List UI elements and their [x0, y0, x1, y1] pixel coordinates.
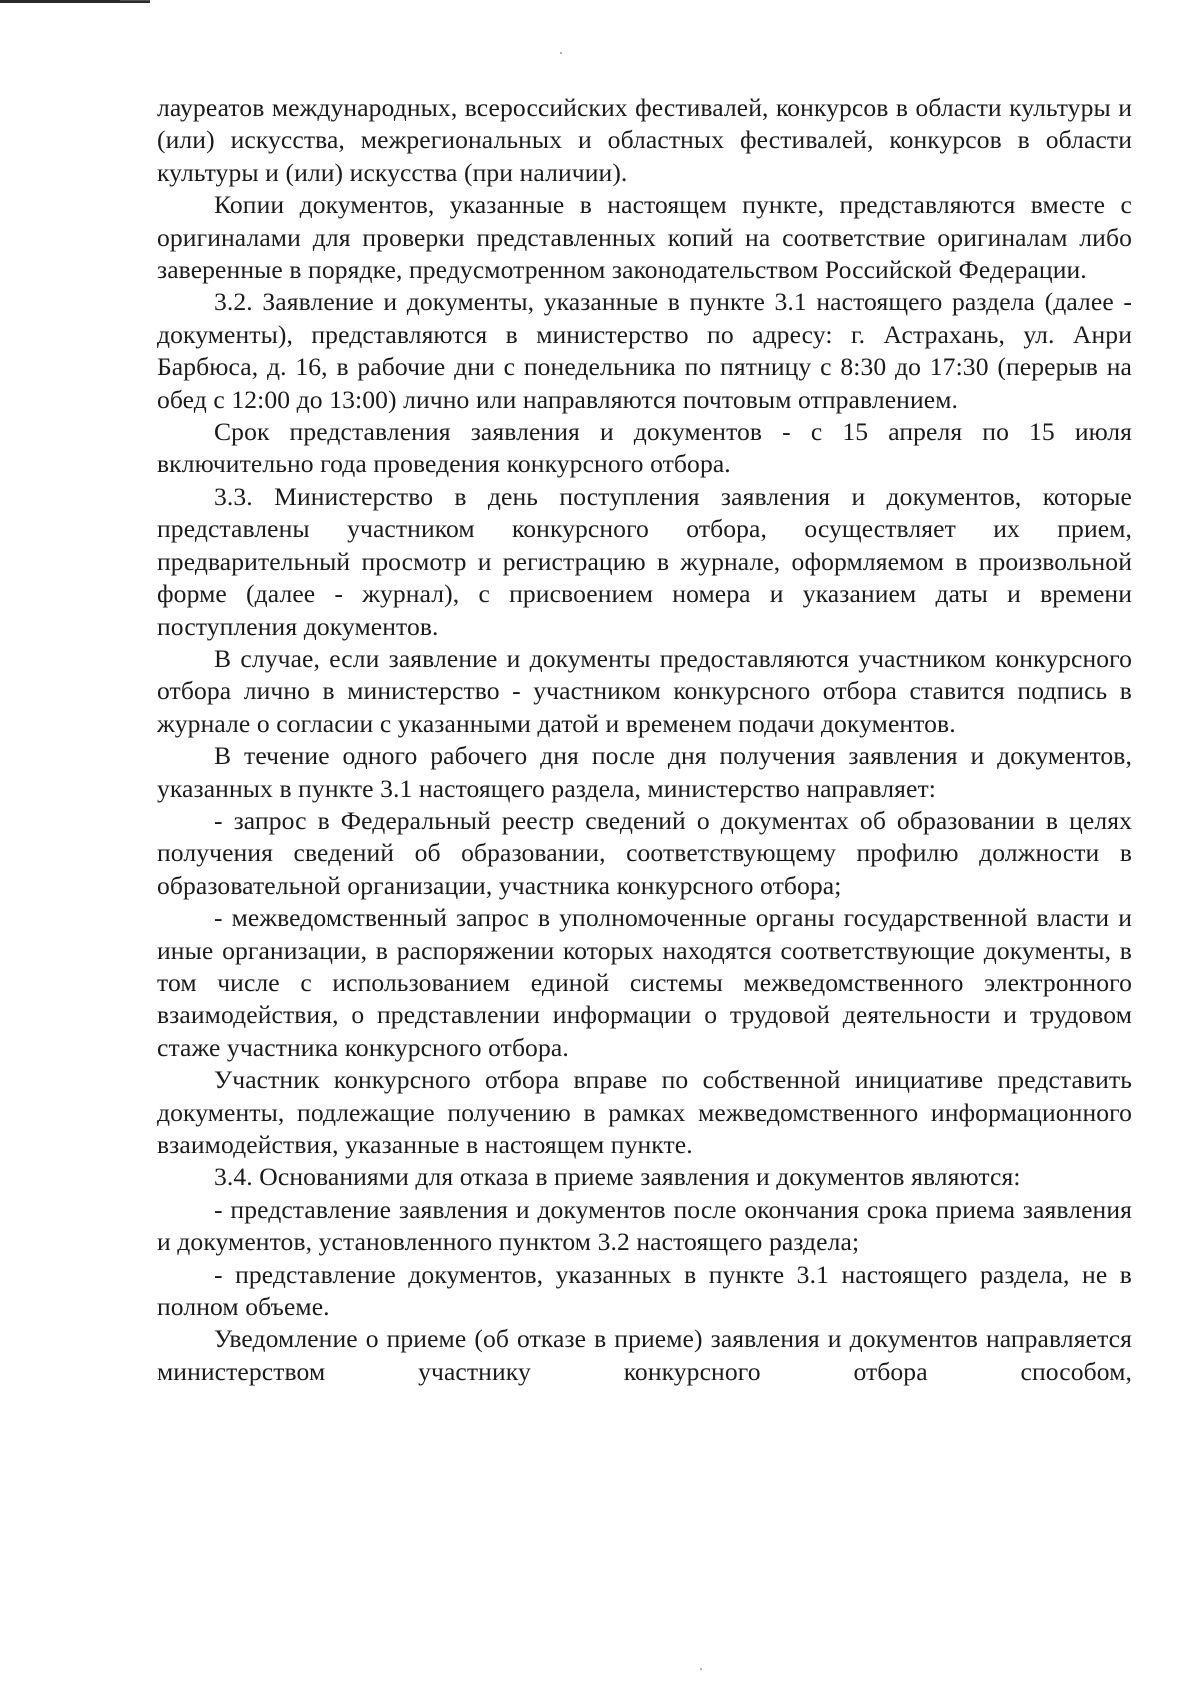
paragraph-notification: Уведомление о приеме (об отказе в приеме) заявления и документов направляется министерством участнику конкурсного отбора способом, — [157, 1324, 1132, 1386]
scan-edge-mark-secondary — [120, 0, 150, 1]
list-item-late-submission: - представление заявления и документов после окончания срока приема заявления и документов, установленного пунктом 3.2 настоящего раздела; — [157, 1194, 1132, 1257]
paragraph-copies: Копии документов, указанные в настоящем пункте, представляются вместе с оригиналами для проверки представленных копий на соответствие оригиналам либо заверенные в порядке, предусмотренном законодательством Российской Федерации. — [157, 190, 1132, 285]
scan-speck — [560, 52, 562, 54]
list-item-interagency-request: - межведомственный запрос в уполномоченные органы государственной власти и иные организации, в распоряжении которых находятся соответствующие документы, в том числе с использованием единой системы межведомственного электронного взаимодействия, о представлении информации о трудовой деятельности и трудовом стаже участника конкурсного отбора. — [157, 903, 1132, 1062]
paragraph-3-2: 3.2. Заявление и документы, указанные в пункте 3.1 настоящего раздела (далее - документы), представляются в министерство по адресу: г. Астрахань, ул. Анри Барбюса, д. 16, в рабочие дни с понедельника по пятницу с 8:30 до 17:30 (перерыв на обед с 12:00 до 13:00) лично или направляются почтовым отправлением. — [157, 287, 1132, 414]
paragraph-laureates: лауреатов международных, всероссийских фестивалей, конкурсов в области культуры и (или) искусства, межрегиональных и областных фестивалей, конкурсов в области культуры и (или) искусства (при наличии). — [157, 93, 1132, 187]
paragraph-in-person: В случае, если заявление и документы предоставляются участником конкурсного отбора лично в министерство - участником конкурсного отбора ставится подпись в журнале о согласии с указанными датой и временем подачи документов. — [157, 643, 1132, 738]
list-item-registry-request: - запрос в Федеральный реестр сведений о документах об образовании в целях получения сведений об образовании, соответствующему профилю должности в образовательной организации, участника конкурсного отбора; — [157, 805, 1132, 900]
paragraph-3-4: 3.4. Основаниями для отказа в приеме заявления и документов являются: — [214, 1162, 1021, 1192]
scan-speck — [700, 1668, 702, 1670]
paragraph-deadline: Срок представления заявления и документов - с 15 апреля по 15 июля включительно года проведения конкурсного отбора. — [157, 417, 1132, 479]
paragraph-one-day: В течение одного рабочего дня после дня получения заявления и документов, указанных в пункте 3.1 настоящего раздела, министерство направляет: — [157, 741, 1132, 803]
paragraph-3-3: 3.3. Министерство в день поступления заявления и документов, которые представлены участником конкурсного отбора, осуществляет их прием, предварительный просмотр и регистрацию в журнале, оформляемом в произвольной форме (далее - журнал), с присвоением номера и указанием даты и времени поступления документов. — [157, 481, 1132, 641]
document-body — [157, 92, 1132, 1388]
list-item-incomplete: - представление документов, указанных в пункте 3.1 настоящего раздела, не в полном объеме. — [157, 1259, 1132, 1322]
paragraph-own-initiative: Участник конкурсного отбора вправе по собственной инициативе представить документы, подлежащие получению в рамках межведомственного информационного взаимодействия, указанные в настоящем пункте. — [157, 1065, 1132, 1159]
